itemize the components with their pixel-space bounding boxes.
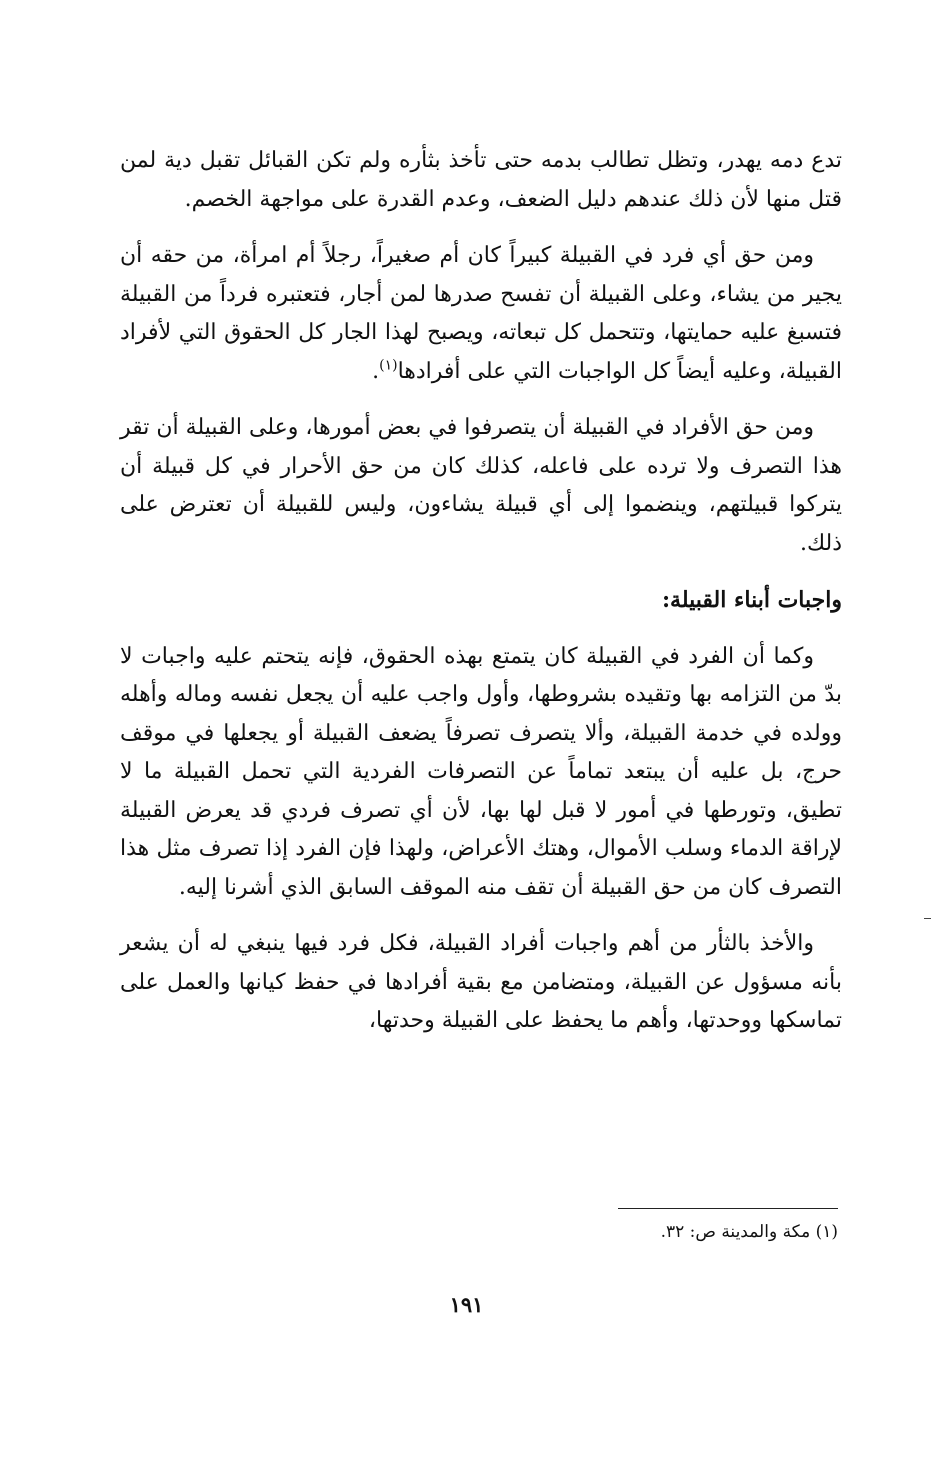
margin-tick (924, 918, 931, 919)
paragraph-5: والأخذ بالثأر من أهم واجبات أفراد القبيلة، فكل فرد فيها ينبغي له أن يشعر بأنه مسؤول عن القبيلة، ومتضامن مع بقية أفرادها في حفظ كيانها والعمل على تماسكها ووحدتها، وأهم ما يحفظ على القبيلة وحدتها، (120, 931, 842, 1033)
paragraph-4: وكما أن الفرد في القبيلة كان يتمتع بهذه الحقوق، فإنه يتحتم عليه واجبات لا بدّ من التزامه بها وتقيده بشروطها، وأول واجب عليه أن يجعل نفسه وماله وأهله وولده في خدمة القبيلة، وألا يتصرف تصرفاً يضعف القبيلة أو يجعلها في موقف حرج، بل عليه أن يبتعد تماماً عن التصرفات الفردية التي تحمل القبيلة ما لا تطيق، وتورطها في أمور لا قبل لها بها، لأن أي تصرف فردي قد يعرض القبيلة لإراقة الدماء وسلب الأموال، وهتك الأعراض، ولهذا فإن الفرد إذا تصرف مثل هذا التصرف كان من حق القبيلة أن تقف منه الموقف السابق الذي أشرنا إليه. (120, 643, 842, 900)
paragraph-2 (120, 237, 842, 391)
paragraph-1: تدع دمه يهدر، وتظل تطالب بدمه حتى تأخذ بثأره ولم تكن القبائل تقبل دية لمن قتل منها لأن ذلك عندهم دليل الضعف، وعدم القدرة على مواجهة الخصم. (120, 148, 843, 212)
section-heading: واجبات أبناء القبيلة: (661, 587, 842, 613)
footnote-reference: (١) (379, 357, 398, 374)
footnote-divider (618, 1208, 838, 1209)
footnote: (١) مكة والمدينة ص: ٣٢. (660, 1222, 838, 1242)
page-body (120, 142, 842, 1059)
paragraph-2-text: ومن حق أي فرد في القبيلة كبيراً كان أم صغيراً، رجلاً أم امرأة، من حقه أن يجير من يشاء، وعلى القبيلة أن تفسح صدرها لمن أجار، فتعتبره فرداً من القبيلة فتسبغ عليه حمايتها، وتتحمل كل تبعاته، ويصبح لهذا الجار كل الحقوق التي لأفراد القبيلة، وعليه أيضاً كل الواجبات التي على أفرادها (120, 243, 842, 384)
page-number: ١٩١ (449, 1292, 484, 1317)
paragraph-3: ومن حق الأفراد في القبيلة أن يتصرفوا في بعض أمورها، وعلى القبيلة أن تقر هذا التصرف ولا ترده على فاعله، كذلك كان من حق الأحرار في كل قبيلة أن يتركوا قبيلتهم، وينضموا إلى أي قبيلة يشاءون، وليس للقبيلة أن تعترض على ذلك. (120, 415, 842, 556)
paragraph-2-period: . (372, 358, 380, 384)
